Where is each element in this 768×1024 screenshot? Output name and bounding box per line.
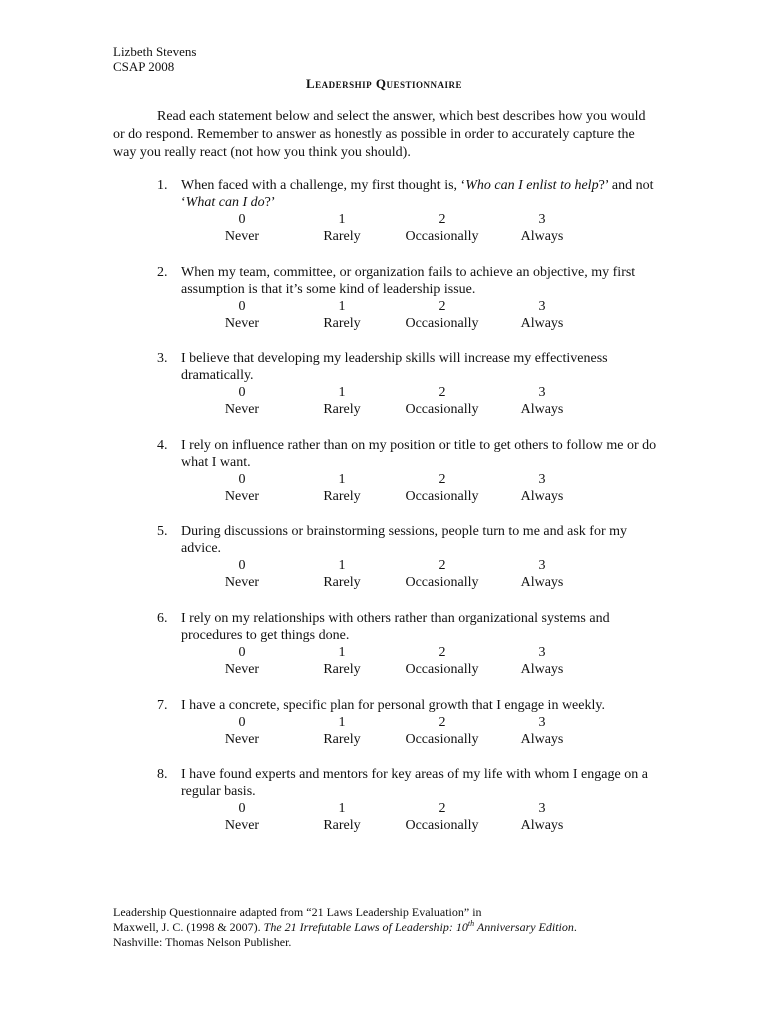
- question-number: 6.: [157, 611, 168, 626]
- answer-scale: [157, 714, 657, 750]
- option-occasionally[interactable]: 2 Occasionally: [405, 299, 479, 331]
- option-occasionally[interactable]: 2 Occasionally: [405, 801, 479, 833]
- answer-scale: [157, 298, 657, 334]
- question-number: 5.: [157, 524, 168, 539]
- answer-scale: [157, 800, 657, 836]
- option-rarely[interactable]: 1 Rarely: [323, 299, 361, 331]
- option-rarely[interactable]: 1 Rarely: [323, 472, 361, 504]
- question-1: [157, 177, 657, 247]
- question-5: [157, 523, 657, 593]
- question-text: 6. I rely on my relationships with others rather than organizational systems and procedures to get things done.: [157, 611, 610, 643]
- question-text: 5. During discussions or brainstorming sessions, people turn to me and ask for my advice.: [157, 524, 628, 556]
- question-2: [157, 264, 657, 334]
- option-occasionally[interactable]: 2 Occasionally: [405, 472, 479, 504]
- citation-line-1: Leadership Questionnaire adapted from “21 Laws Leadership Evaluation” in: [113, 905, 482, 919]
- option-rarely[interactable]: 1 Rarely: [323, 645, 361, 677]
- option-always[interactable]: 3 Always: [520, 645, 564, 677]
- option-rarely[interactable]: 1 Rarely: [323, 715, 361, 747]
- option-never[interactable]: 0 Never: [224, 558, 260, 590]
- question-text: 2. When my team, committee, or organization fails to achieve an objective, my first assumption is that it’s some kind of leadership issue.: [157, 265, 636, 297]
- document-header: [113, 44, 196, 74]
- option-always[interactable]: 3 Always: [520, 472, 564, 504]
- answer-scale: [157, 211, 657, 247]
- option-occasionally[interactable]: 2 Occasionally: [405, 645, 479, 677]
- instructions-paragraph: Read each statement below and select the answer, which best describes how you would or do respond. Remember to answer as honestly as possible in order to accurately capture the way you really react (not how you think you should).: [113, 109, 646, 160]
- option-rarely[interactable]: 1 Rarely: [323, 558, 361, 590]
- option-always[interactable]: 3 Always: [520, 212, 564, 244]
- option-rarely[interactable]: 1 Rarely: [323, 385, 361, 417]
- question-text: 1. When faced with a challenge, my first thought is, ‘Who can I enlist to help?’ and not ‘What can I do?’: [157, 178, 654, 210]
- option-never[interactable]: 0 Never: [224, 299, 260, 331]
- option-occasionally[interactable]: 2 Occasionally: [405, 558, 479, 590]
- option-always[interactable]: 3 Always: [520, 801, 564, 833]
- question-6: [157, 610, 657, 680]
- answer-scale: [157, 471, 657, 507]
- option-never[interactable]: 0 Never: [224, 472, 260, 504]
- option-always[interactable]: 3 Always: [520, 385, 564, 417]
- question-text: 7. I have a concrete, specific plan for personal growth that I engage in weekly.: [157, 698, 605, 713]
- question-3: [157, 350, 657, 420]
- question-number: 4.: [157, 438, 168, 453]
- author-name: Lizbeth Stevens: [113, 44, 197, 59]
- option-never[interactable]: 0 Never: [224, 715, 260, 747]
- document-title: Leadership Questionnaire: [305, 76, 463, 91]
- option-never[interactable]: 0 Never: [224, 385, 260, 417]
- answer-scale: [157, 557, 657, 593]
- option-always[interactable]: 3 Always: [520, 715, 564, 747]
- question-number: 7.: [157, 698, 168, 713]
- question-7: [157, 697, 657, 750]
- option-never[interactable]: 0 Never: [224, 212, 260, 244]
- question-number: 3.: [157, 351, 168, 366]
- option-always[interactable]: 3 Always: [520, 299, 564, 331]
- option-never[interactable]: 0 Never: [224, 801, 260, 833]
- option-occasionally[interactable]: 2 Occasionally: [405, 212, 479, 244]
- question-number: 8.: [157, 767, 168, 782]
- question-number: 2.: [157, 265, 168, 280]
- citation-line-3: Nashville: Thomas Nelson Publisher.: [113, 935, 292, 949]
- course-code: CSAP 2008: [113, 59, 175, 74]
- option-always[interactable]: 3 Always: [520, 558, 564, 590]
- question-4: [157, 437, 657, 507]
- citation-line-2: Maxwell, J. C. (1998 & 2007). The 21 Irrefutable Laws of Leadership: 10th Anniversary Edition.: [113, 919, 577, 934]
- option-rarely[interactable]: 1 Rarely: [323, 212, 361, 244]
- answer-scale: [157, 644, 657, 680]
- option-occasionally[interactable]: 2 Occasionally: [405, 715, 479, 747]
- question-8: [157, 766, 657, 836]
- question-number: 1.: [157, 178, 168, 193]
- answer-scale: [157, 384, 657, 420]
- option-occasionally[interactable]: 2 Occasionally: [405, 385, 479, 417]
- option-rarely[interactable]: 1 Rarely: [323, 801, 361, 833]
- question-text: 8. I have found experts and mentors for key areas of my life with whom I engage on a regular basis.: [157, 767, 648, 799]
- question-text: 4. I rely on influence rather than on my position or title to get others to follow me or do what I want.: [157, 438, 657, 470]
- option-never[interactable]: 0 Never: [224, 645, 260, 677]
- citation-footer: [113, 905, 673, 950]
- question-text: 3. I believe that developing my leadership skills will increase my effectiveness dramatically.: [157, 351, 608, 383]
